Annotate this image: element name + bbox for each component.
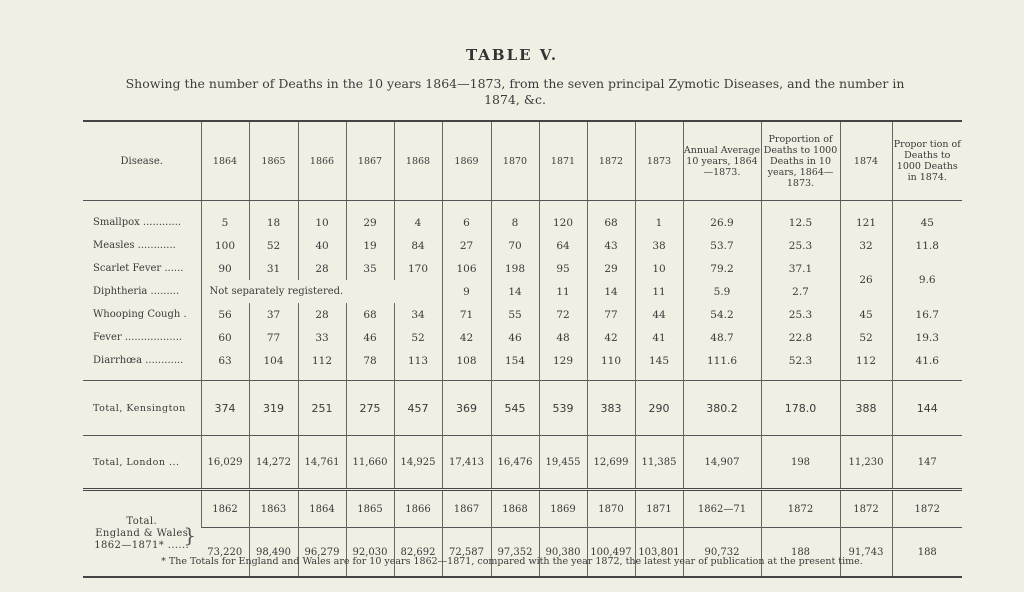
- year-value: 72: [539, 303, 587, 326]
- year-value: 145: [635, 349, 683, 372]
- proportion-value: 198: [761, 436, 840, 490]
- proportion-1874: 41.6: [892, 349, 962, 372]
- mortality-table: [83, 120, 962, 578]
- year-value: 14,925: [394, 436, 442, 490]
- year-value: 60: [201, 326, 249, 349]
- london-total-row: [83, 436, 962, 490]
- year-value: 17,413: [442, 436, 491, 490]
- disease-row: [83, 201, 962, 235]
- year-value: 27: [442, 234, 491, 257]
- year-value: 55: [491, 303, 539, 326]
- proportion-1874: 19.3: [892, 326, 962, 349]
- year-value: 46: [346, 326, 394, 349]
- year-value: 100: [201, 234, 249, 257]
- header-disease: Disease.: [83, 121, 201, 201]
- proportion-1874: 147: [892, 436, 962, 490]
- year-value: 70: [491, 234, 539, 257]
- year-heading: 1862—71: [683, 490, 761, 528]
- year-value: 43: [587, 234, 635, 257]
- header-1874: 1874: [840, 121, 892, 201]
- year-value: 108: [442, 349, 491, 372]
- year-value: 31: [249, 257, 298, 280]
- total-label: Total, London ...: [83, 436, 201, 490]
- year-heading: 1871: [635, 490, 683, 528]
- year-value: 98,490: [249, 528, 298, 578]
- header-year: 1865: [249, 121, 298, 201]
- year-value: 38: [635, 234, 683, 257]
- year-value: 28: [298, 257, 346, 280]
- year-value: 46: [491, 326, 539, 349]
- year-value: 457: [394, 381, 442, 436]
- header-year: 1866: [298, 121, 346, 201]
- year-value: 77: [249, 326, 298, 349]
- year-value: 319: [249, 381, 298, 436]
- year-value: 44: [635, 303, 683, 326]
- year-value: 14,272: [249, 436, 298, 490]
- year-heading: 1872: [761, 490, 840, 528]
- year-heading: 1868: [491, 490, 539, 528]
- year-value: 77: [587, 303, 635, 326]
- year-value: 290: [635, 381, 683, 436]
- year-value: 90,380: [539, 528, 587, 578]
- annual-average: 111.6: [683, 349, 761, 372]
- value-1874: 388: [840, 381, 892, 436]
- value-1874: 45: [840, 303, 892, 326]
- year-value: 251: [298, 381, 346, 436]
- year-value: 35: [346, 257, 394, 280]
- year-value: 6: [442, 201, 491, 235]
- header-year: 1868: [394, 121, 442, 201]
- value-1874: 52: [840, 326, 892, 349]
- year-heading: 1863: [249, 490, 298, 528]
- disease-row: [83, 234, 962, 257]
- england-values-row: [83, 528, 962, 578]
- year-value: 14,761: [298, 436, 346, 490]
- year-value: 63: [201, 349, 249, 372]
- year-value: 110: [587, 349, 635, 372]
- disease-row: [83, 257, 962, 280]
- disease-name: Whooping Cough .: [93, 309, 187, 320]
- annual-average: 54.2: [683, 303, 761, 326]
- year-value: 106: [442, 257, 491, 280]
- year-value: 545: [491, 381, 539, 436]
- annual-average: 48.7: [683, 326, 761, 349]
- year-heading: 1867: [442, 490, 491, 528]
- year-value: 113: [394, 349, 442, 372]
- header-year: 1867: [346, 121, 394, 201]
- brace-icon: }: [183, 523, 197, 547]
- year-value: 11,660: [346, 436, 394, 490]
- disease-row: [83, 326, 962, 349]
- england-label-line: 1862—1871* ......: [94, 539, 190, 551]
- value-1874: 11,230: [840, 436, 892, 490]
- year-value: 41: [635, 326, 683, 349]
- proportion-value: 2.7: [761, 280, 840, 303]
- value-1874: 91,743: [840, 528, 892, 578]
- proportion-1874: 45: [892, 201, 962, 235]
- year-heading: 1862: [201, 490, 249, 528]
- year-value: 14: [587, 280, 635, 303]
- year-value: 96,279: [298, 528, 346, 578]
- year-value: 52: [249, 234, 298, 257]
- proportion-value: 52.3: [761, 349, 840, 372]
- year-value: 11: [635, 280, 683, 303]
- footnote: * The Totals for England and Wales are for 10 years 1862—1871, compared with the year 1872, the latest year of publication at the present time.: [161, 556, 863, 567]
- proportion-value: 25.3: [761, 234, 840, 257]
- year-value: 84: [394, 234, 442, 257]
- header-proportion-1874: Propor tion of Deaths to 1000 Deaths in 1874.: [892, 121, 962, 201]
- proportion-value: 188: [761, 528, 840, 578]
- year-value: 71: [442, 303, 491, 326]
- proportion-value: 22.8: [761, 326, 840, 349]
- year-value: 383: [587, 381, 635, 436]
- annual-average: 380.2: [683, 381, 761, 436]
- year-value: 10: [298, 201, 346, 235]
- year-value: 539: [539, 381, 587, 436]
- year-value: 10: [635, 257, 683, 280]
- disease-name: Diarrhœa ............: [93, 355, 184, 366]
- header-proportion: Proportion of Deaths to 1000 Deaths in 10 years, 1864—1873.: [761, 121, 840, 201]
- disease-row: [83, 303, 962, 326]
- year-value: 28: [298, 303, 346, 326]
- disease-name: Fever ..................: [93, 332, 183, 343]
- year-heading: 1870: [587, 490, 635, 528]
- year-value: 68: [346, 303, 394, 326]
- header-year: 1873: [635, 121, 683, 201]
- year-value: 97,352: [491, 528, 539, 578]
- year-value: 16,029: [201, 436, 249, 490]
- year-value: 19: [346, 234, 394, 257]
- year-value: 100,497: [587, 528, 635, 578]
- year-value: 95: [539, 257, 587, 280]
- year-heading: 1869: [539, 490, 587, 528]
- annual-average: 26.9: [683, 201, 761, 235]
- year-value: 33: [298, 326, 346, 349]
- year-heading: 1872: [892, 490, 962, 528]
- proportion-value: 25.3: [761, 303, 840, 326]
- year-value: 40: [298, 234, 346, 257]
- year-value: 129: [539, 349, 587, 372]
- year-value: 34: [394, 303, 442, 326]
- england-label-line: Total.: [126, 515, 158, 527]
- year-value: 11: [539, 280, 587, 303]
- year-value: 198: [491, 257, 539, 280]
- header-year: 1869: [442, 121, 491, 201]
- annual-average: 79.2: [683, 257, 761, 280]
- year-value: 19,455: [539, 436, 587, 490]
- header-year: 1872: [587, 121, 635, 201]
- year-value: 154: [491, 349, 539, 372]
- disease-row: [83, 349, 962, 372]
- year-value: 82,692: [394, 528, 442, 578]
- year-value: 103,801: [635, 528, 683, 578]
- annual-average: 53.7: [683, 234, 761, 257]
- proportion-value: 37.1: [761, 257, 840, 280]
- annual-average: 5.9: [683, 280, 761, 303]
- year-value: 275: [346, 381, 394, 436]
- disease-name: Scarlet Fever ......: [93, 263, 184, 274]
- year-value: 92,030: [346, 528, 394, 578]
- not-registered-note: Not separately registered.: [201, 280, 442, 303]
- annual-average: 14,907: [683, 436, 761, 490]
- proportion-1874: 11.8: [892, 234, 962, 257]
- year-value: 8: [491, 201, 539, 235]
- year-heading: 1864: [298, 490, 346, 528]
- year-value: 52: [394, 326, 442, 349]
- header-year: 1870: [491, 121, 539, 201]
- total-label: Total, Kensington: [83, 381, 201, 436]
- header-year: 1871: [539, 121, 587, 201]
- value-1874: 112: [840, 349, 892, 372]
- value-1874: 121: [840, 201, 892, 235]
- year-value: 5: [201, 201, 249, 235]
- year-value: 72,587: [442, 528, 491, 578]
- year-value: 29: [587, 257, 635, 280]
- year-value: 42: [442, 326, 491, 349]
- header-year: 1864: [201, 121, 249, 201]
- year-heading: 1865: [346, 490, 394, 528]
- header-row: [83, 121, 962, 201]
- year-value: 42: [587, 326, 635, 349]
- year-value: 9: [442, 280, 491, 303]
- year-value: 29: [346, 201, 394, 235]
- kensington-total-row: [83, 381, 962, 436]
- disease-name: Smallpox ............: [93, 217, 182, 228]
- year-value: 120: [539, 201, 587, 235]
- year-value: 11,385: [635, 436, 683, 490]
- year-value: 369: [442, 381, 491, 436]
- proportion-value: 178.0: [761, 381, 840, 436]
- proportion-1874: 9.6: [892, 257, 962, 303]
- year-value: 170: [394, 257, 442, 280]
- year-value: 90: [201, 257, 249, 280]
- value-1874: 26: [840, 257, 892, 303]
- year-value: 56: [201, 303, 249, 326]
- year-heading: 1872: [840, 490, 892, 528]
- year-value: 1: [635, 201, 683, 235]
- year-value: 4: [394, 201, 442, 235]
- value-1874: 32: [840, 234, 892, 257]
- year-value: 104: [249, 349, 298, 372]
- table-title: TABLE V.: [465, 46, 559, 64]
- year-value: 14: [491, 280, 539, 303]
- england-label-line: England & Wales: [95, 527, 189, 539]
- england-years-row: [83, 490, 962, 528]
- year-value: 78: [346, 349, 394, 372]
- proportion-1874: 16.7: [892, 303, 962, 326]
- year-value: 68: [587, 201, 635, 235]
- year-heading: 1866: [394, 490, 442, 528]
- year-value: 64: [539, 234, 587, 257]
- disease-name: Measles ............: [93, 240, 176, 251]
- proportion-1874: 188: [892, 528, 962, 578]
- year-value: 374: [201, 381, 249, 436]
- disease-row: [83, 280, 962, 303]
- year-value: 73,220: [201, 528, 249, 578]
- year-value: 112: [298, 349, 346, 372]
- annual-average: 90,732: [683, 528, 761, 578]
- proportion-value: 12.5: [761, 201, 840, 235]
- year-value: 18: [249, 201, 298, 235]
- year-value: 48: [539, 326, 587, 349]
- year-value: 16,476: [491, 436, 539, 490]
- proportion-1874: 144: [892, 381, 962, 436]
- year-value: 12,699: [587, 436, 635, 490]
- header-annual-average: Annual Average 10 years, 1864—1873.: [683, 121, 761, 201]
- table-subtitle: Showing the number of Deaths in the 10 years 1864—1873, from the seven principal Zymotic Diseases, and the number in 1874, &c.: [125, 76, 905, 107]
- year-value: 37: [249, 303, 298, 326]
- disease-name: Diphtheria .........: [93, 286, 180, 297]
